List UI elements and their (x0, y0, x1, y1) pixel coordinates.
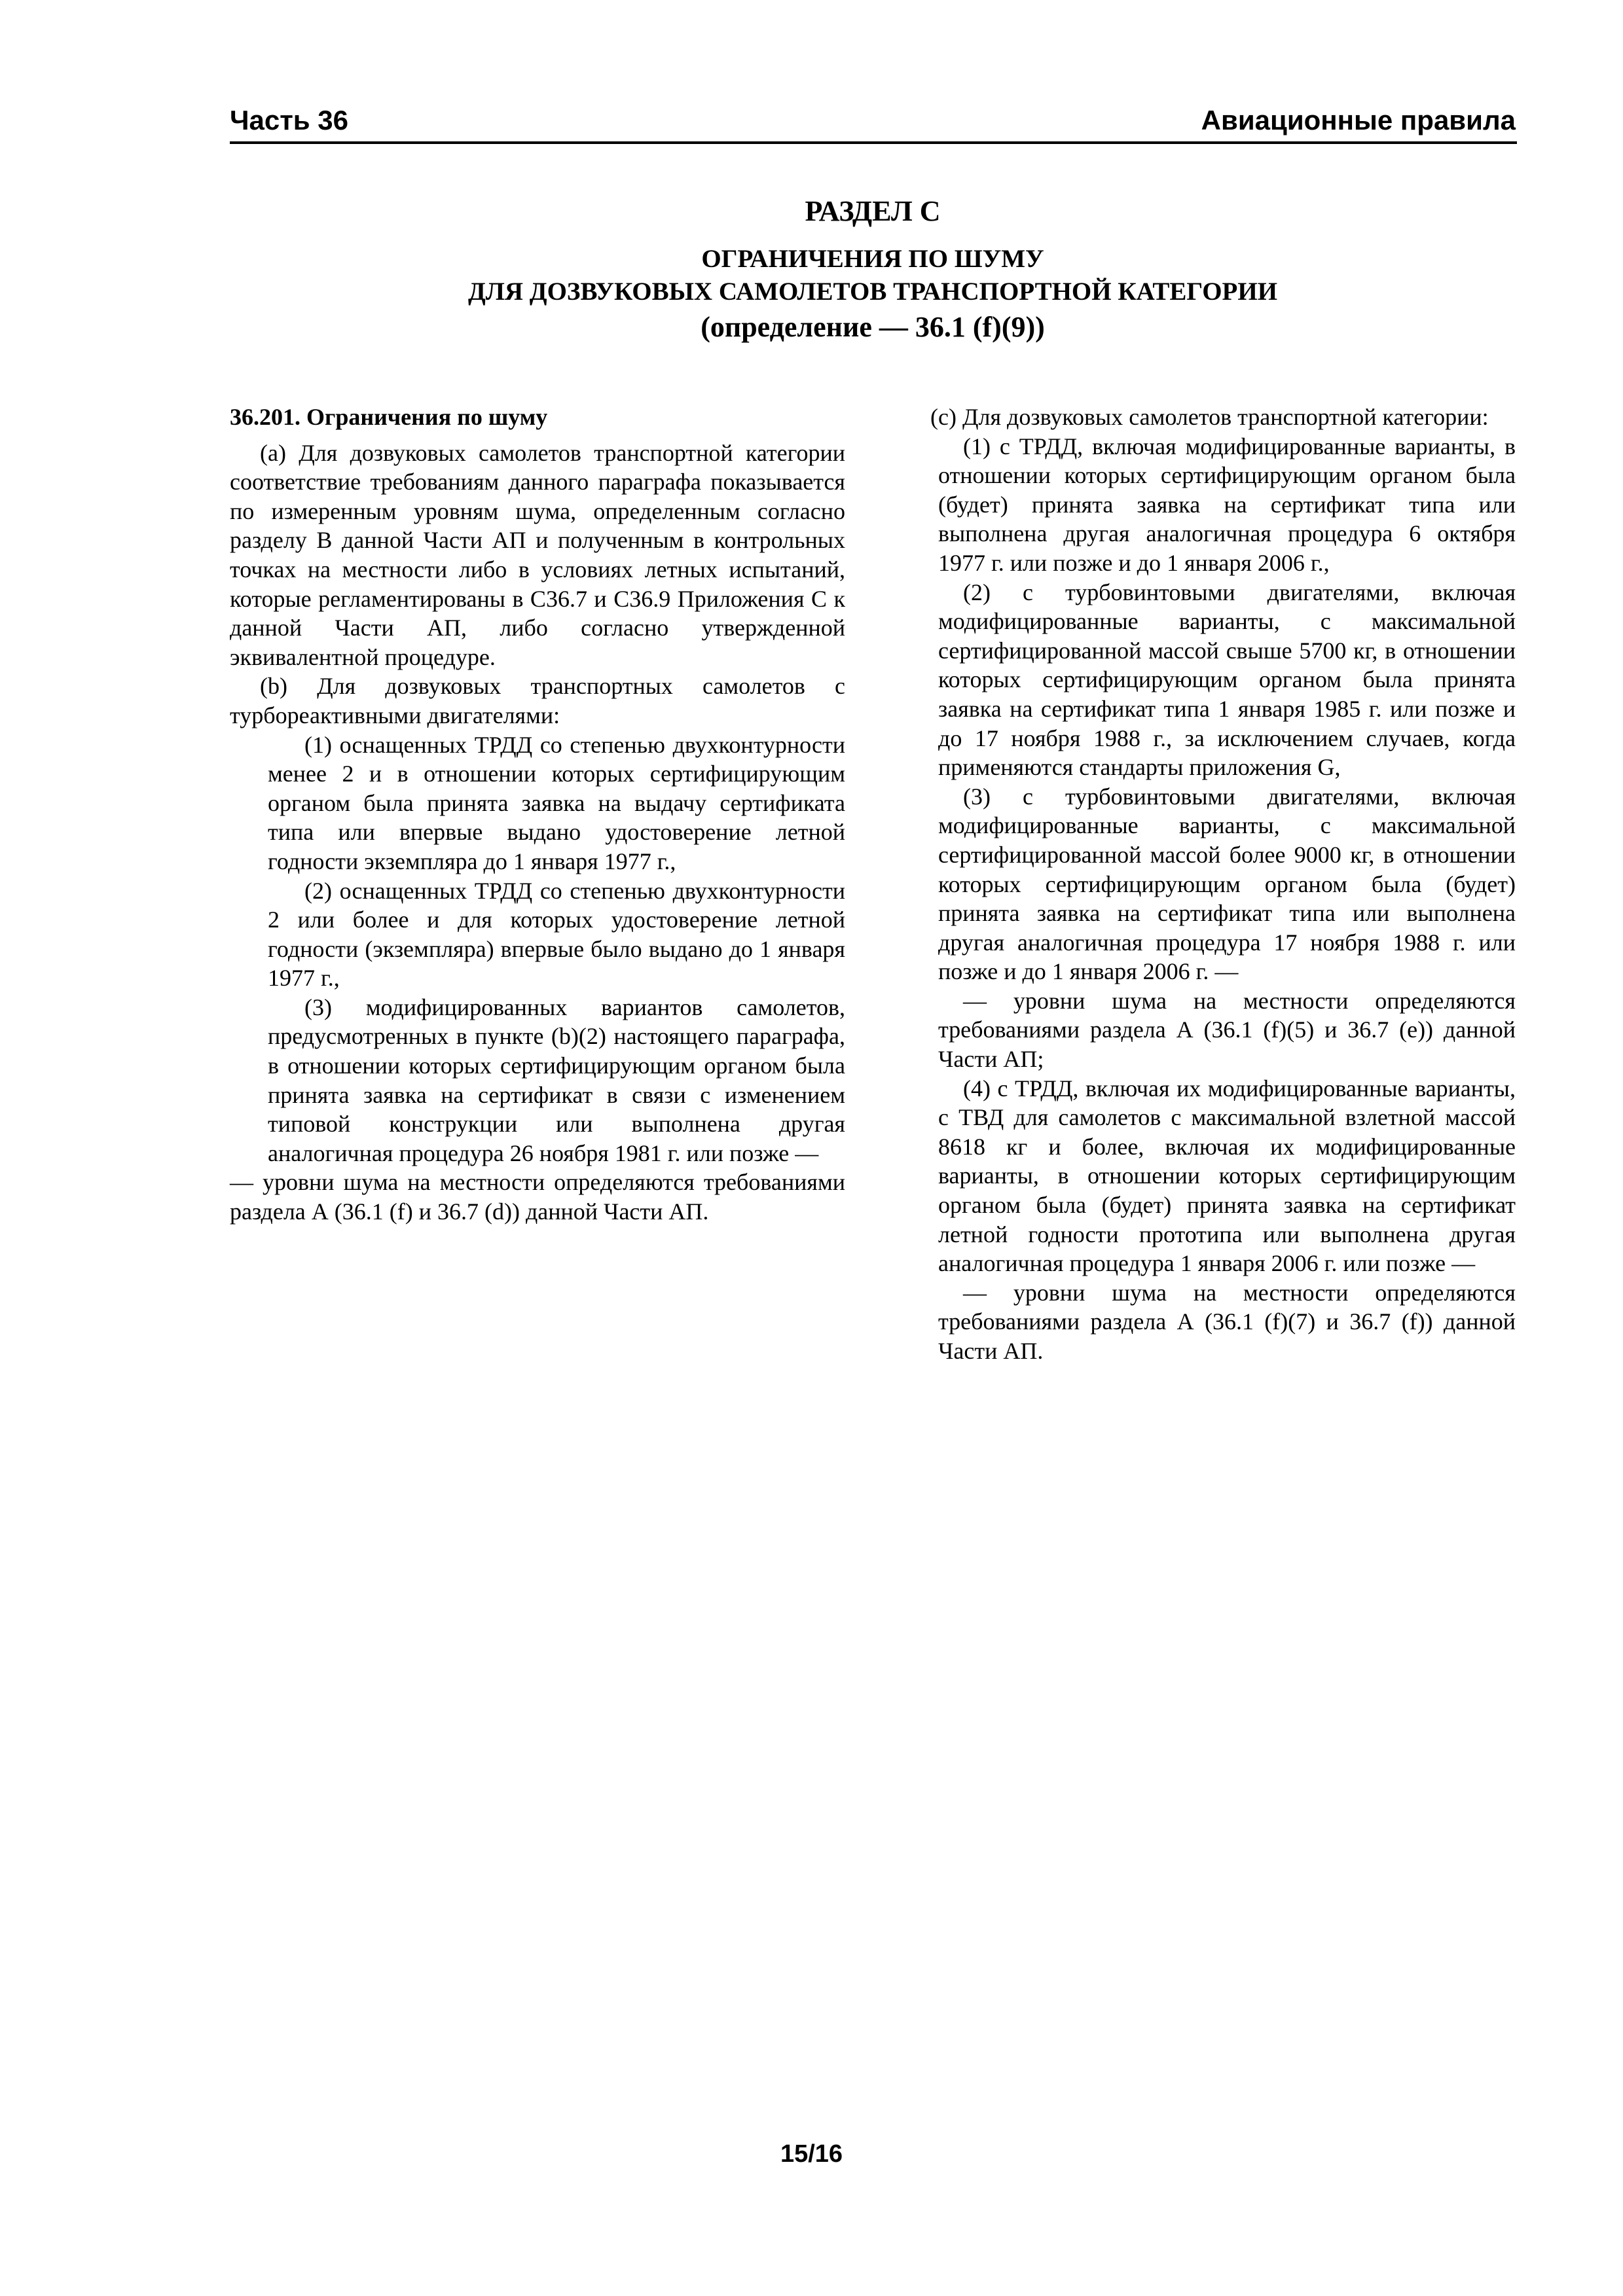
section-heading: РАЗДЕЛ С (805, 195, 941, 227)
paragraph-c3: (3) с турбовинтовыми двигателями, включая модифицированные варианты, с максимальной сертифицированной массой более 9000 кг, в отношении которых сертифицирующим органом была (будет) принята заявка на сертификат типа или выполнена другая аналогичная процедура 17 ноября 1988 г. или позже и до 1 января 2006 г. — (938, 783, 1516, 985)
paragraph-b1: (1) оснащенных ТРДД со степенью двухконтурности менее 2 и в отношении которых сертифицирующим органом была принята заявка на выдачу сертификата типа или впервые выдано удостоверение летной годности экземпляра до 1 января 1977 г., (268, 731, 845, 874)
section-definition: (определение — 36.1 (f)(9)) (701, 311, 1045, 343)
paragraph-b: (b) Для дозвуковых транспортных самолетов с турбореактивными двигателями: (230, 673, 845, 728)
right-column (900, 403, 1516, 1366)
header-doc-title: Авиационные правила (1201, 105, 1516, 135)
paragraph-c2: (2) с турбовинтовыми двигателями, включая модифицированные варианты, с максимальной сертифицированной массой свыше 5700 кг, в отношении которых сертифицирующим органом была принята заявка на сертификат типа 1 января 1985 г. или позже и до 17 ноября 1988 г., за исключением случаев, когда применяются стандарты приложения G, (938, 579, 1516, 781)
paragraph-c1: (1) с ТРДД, включая модифицированные варианты, в отношении которых сертифицирующим органом была (будет) принята заявка на сертификат типа или выполнена другая аналогичная процедура 6 октября 1977 г. или позже и до 1 января 2006 г., (938, 433, 1516, 576)
section-title-block (230, 193, 1516, 346)
header-divider (230, 141, 1517, 144)
page-number: 15/16 (780, 2140, 843, 2168)
paragraph-title: 36.201. Ограничения по шуму (230, 404, 548, 430)
header-part-label: Часть 36 (230, 105, 349, 135)
paragraph-b2: (2) оснащенных ТРДД со степенью двухконтурности 2 или более и для которых удостоверение летной годности (экземпляра) впервые было выдано до 1 января 1977 г., (268, 877, 845, 992)
paragraph-b-result: — уровни шума на местности определяются требованиями раздела А (36.1 (f) и 36.7 (d)) данной Части АП. (230, 1169, 845, 1225)
paragraph-c4: (4) с ТРДД, включая их модифицированные варианты, с ТВД для самолетов с максимальной взлетной массой 8618 кг и более, включая их модифицированные варианты, в отношении которых сертифицирующим органом была (будет) принята заявка на сертификат летной годности прототипа или выполнена другая аналогичная процедура 1 января 2006 г. или позже — (938, 1075, 1516, 1277)
paragraph-c-result-1: — уровни шума на местности определяются требованиями раздела А (36.1 (f)(5) и 36.7 (e)) данной Части АП; (938, 987, 1516, 1073)
paragraph-a: (а) Для дозвуковых самолетов транспортной категории соответствие требованиям данного параграфа показывается по измеренным уровням шума, определенным согласно разделу В данной Части АП и полученным в контрольных точках на местности либо в условиях летных испытаний, которые регламентированы в С36.7 и С36.9 Приложения С к данной Части АП, либо согласно утвержденной эквивалентной процедуре. (230, 439, 845, 670)
left-column (230, 403, 845, 1227)
section-subheading-2: ДЛЯ ДОЗВУКОВЫХ САМОЛЕТОВ ТРАНСПОРТНОЙ КАТЕГОРИИ (467, 278, 1278, 306)
paragraph-b3: (3) модифицированных вариантов самолетов, предусмотренных в пункте (b)(2) настоящего параграфа, в отношении которых сертифицирующим органом была принята заявка на сертификат в связи с изменением типовой конструкции или выполнена другая аналогичная процедура 26 ноября 1981 г. или позже — (268, 994, 845, 1166)
section-subheading-1: ОГРАНИЧЕНИЯ ПО ШУМУ (701, 245, 1044, 273)
paragraph-c: (с) Для дозвуковых самолетов транспортной категории: (930, 404, 1489, 430)
paragraph-c-result-2: — уровни шума на местности определяются требованиями раздела А (36.1 (f)(7) и 36.7 (f)) данной Части АП. (938, 1279, 1516, 1364)
